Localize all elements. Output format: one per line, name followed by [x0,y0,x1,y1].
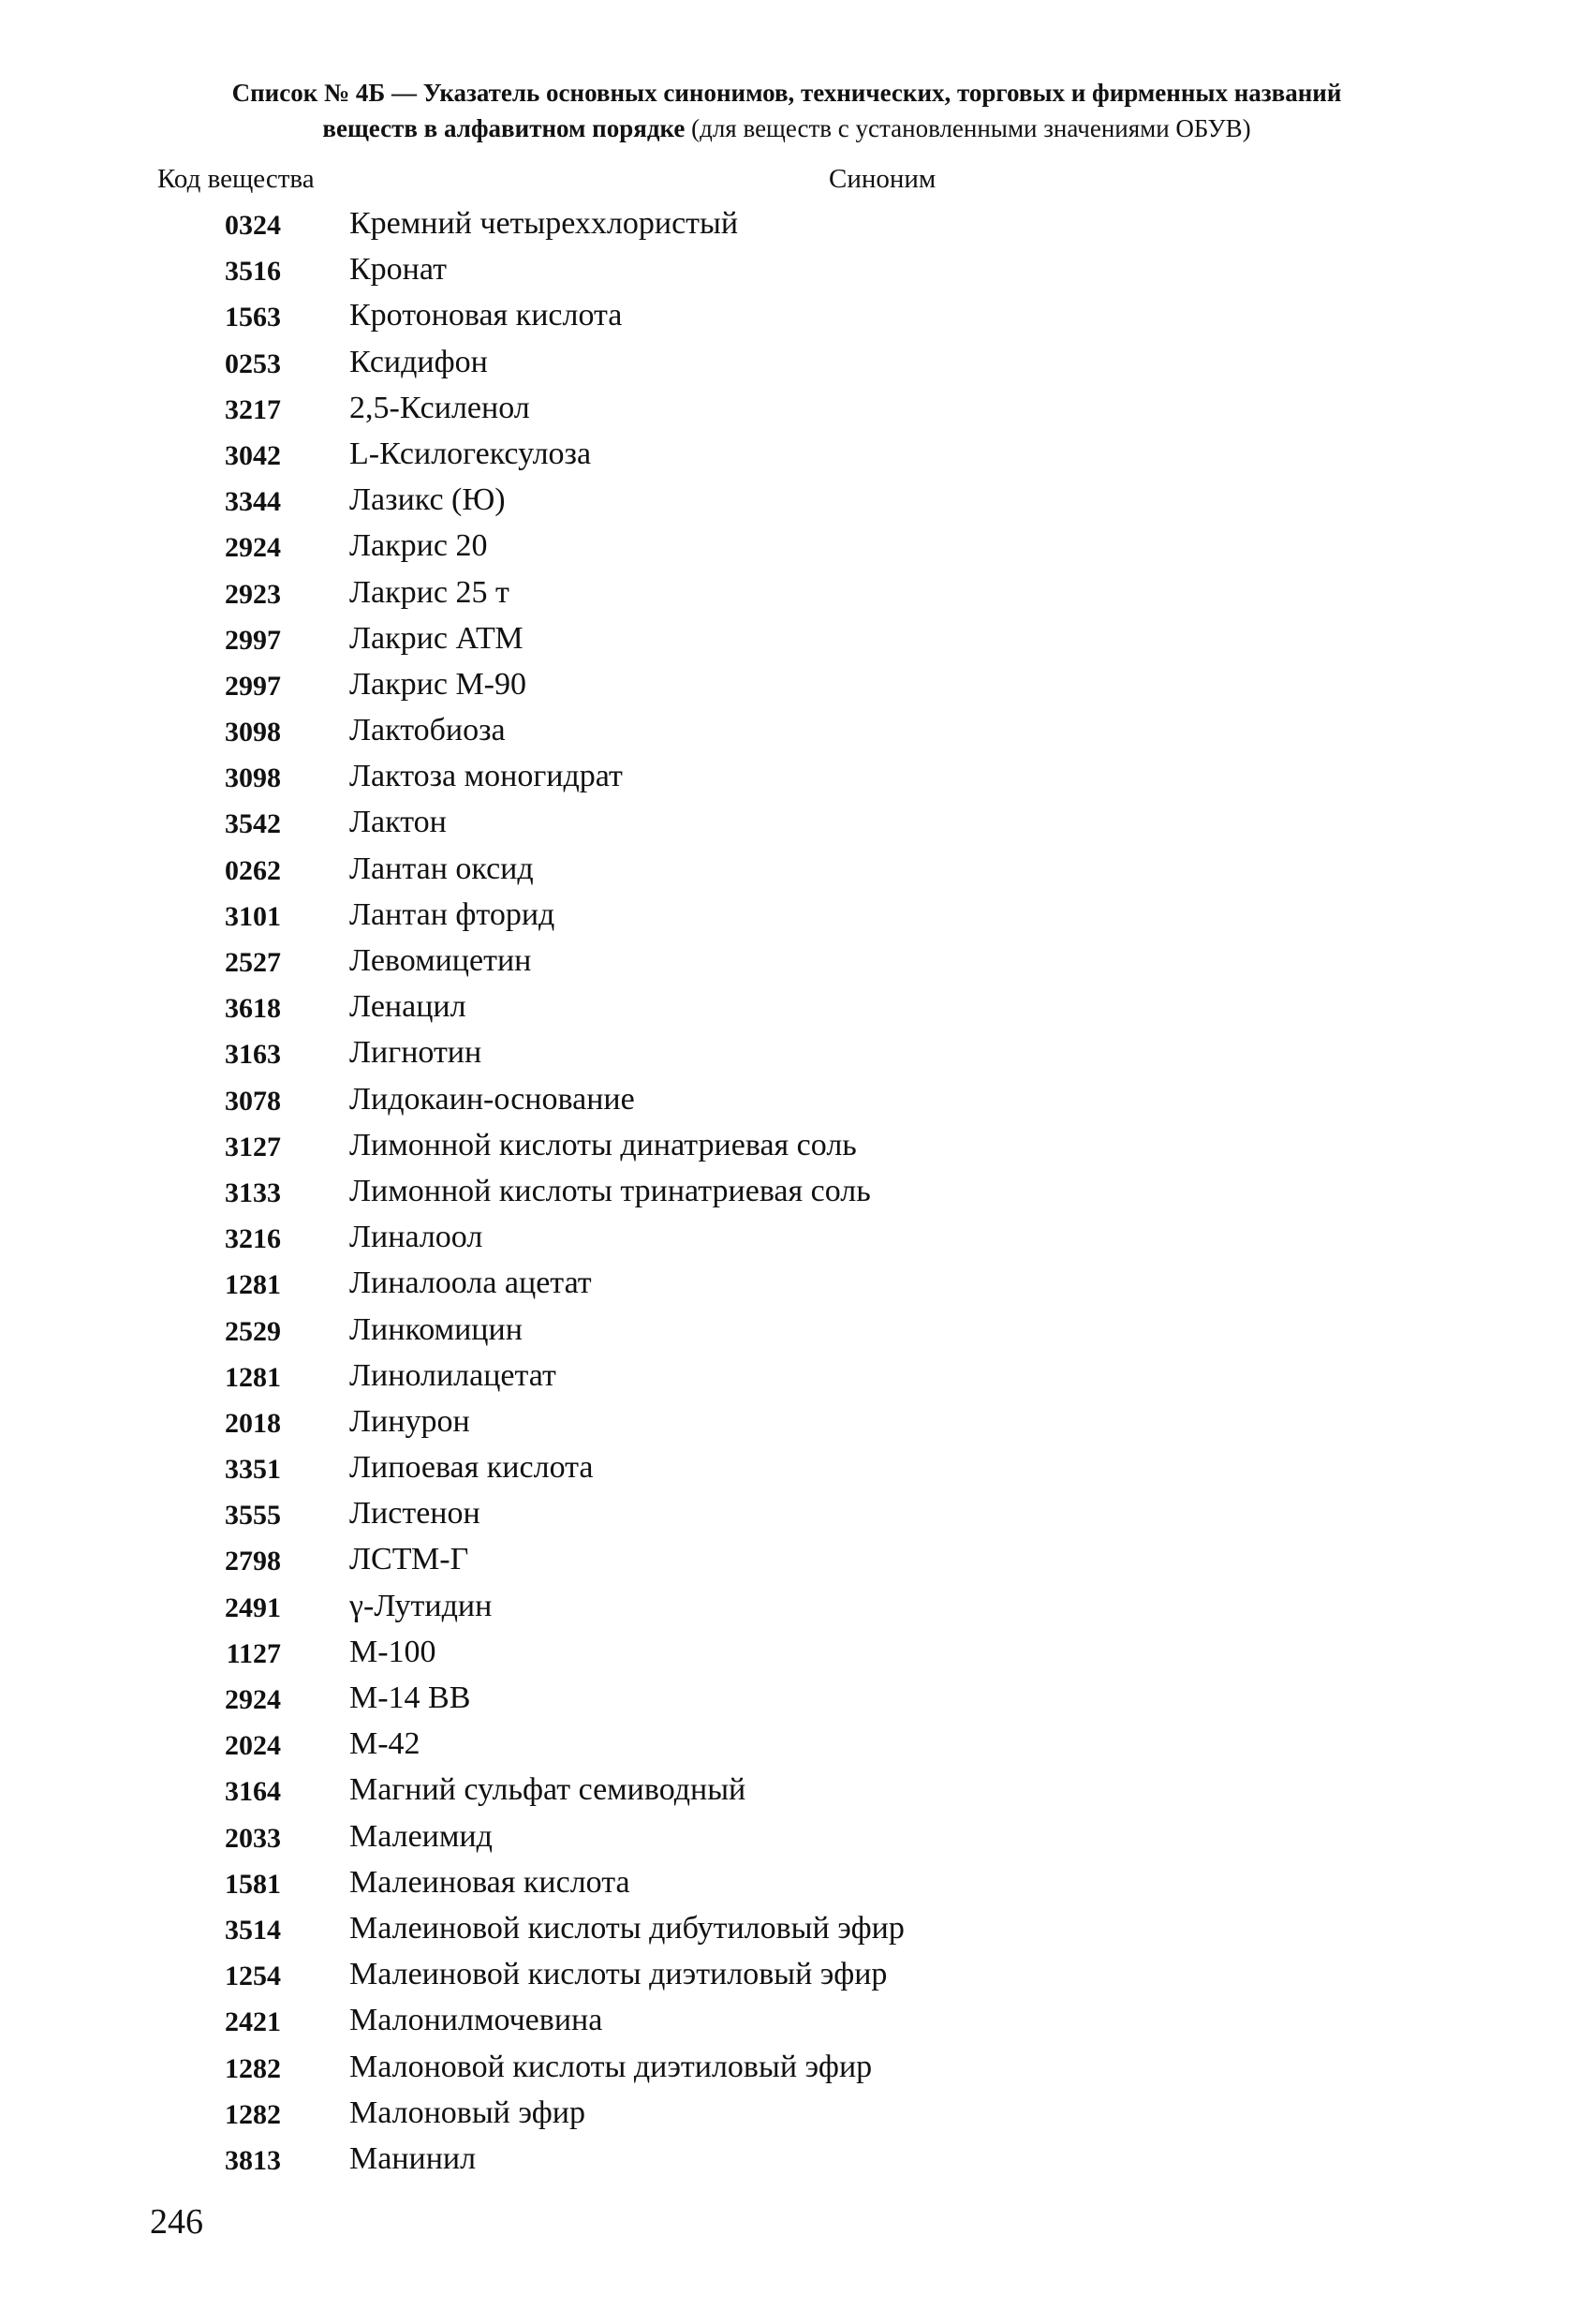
synonym-name: Левомицетин [349,943,532,978]
list-item [0,435,1593,481]
list-item [0,2001,1593,2047]
list-item [0,1679,1593,1724]
substance-code: 1127 [226,1637,281,1669]
substance-code: 3042 [225,439,281,471]
substance-code: 3516 [225,256,281,288]
substance-code: 3813 [225,2144,281,2176]
substance-code: 3101 [225,900,281,932]
list-item [0,1402,1593,1448]
synonym-name: Линурон [349,1403,470,1439]
substance-code: 0262 [225,854,281,886]
list-item [0,2139,1593,2185]
list-item [0,1172,1593,1218]
title-line-1: Список № 4Б — Указатель основных синонимов, технических, торговых и фирменных названий [231,79,1342,107]
synonym-name: Линкомицин [349,1311,523,1347]
substance-code: 3514 [225,1914,281,1946]
synonym-name: Кронат [349,252,447,288]
synonym-name: Малеиновой кислоты дибутиловый эфир [349,1910,905,1946]
list-item [0,665,1593,711]
synonym-name: Лимонной кислоты тринатриевая соль [349,1173,871,1208]
substance-code: 3078 [225,1085,281,1117]
substance-code: 0324 [225,210,281,241]
substance-code: 3217 [225,393,281,425]
synonym-name: Лактоза моногидрат [349,759,623,794]
substance-code: 2018 [225,1407,281,1439]
list-item [0,619,1593,665]
list-item [0,1724,1593,1770]
synonym-name: Лакрис 25 т [349,574,509,610]
list-item [0,896,1593,941]
substance-code: 2923 [225,578,281,610]
synonym-name: Лидокаин-основание [349,1081,635,1117]
substance-code: 3098 [225,717,281,748]
synonym-name: Кротоновая кислота [349,298,623,333]
synonym-name: Ленацил [349,989,466,1025]
substance-code: 2924 [225,1684,281,1715]
substance-code: 3542 [225,808,281,840]
list-item [0,711,1593,757]
list-item [0,803,1593,849]
synonym-name: Магний сульфат семиводный [349,1772,746,1808]
synonym-list [0,204,1593,2185]
list-item [0,1863,1593,1909]
list-item [0,987,1593,1033]
synonym-name: Лактобиоза [349,713,506,748]
synonym-name: Манинил [349,2140,477,2176]
synonym-name: Линалоола ацетат [349,1266,592,1301]
list-item [0,1218,1593,1264]
substance-code: 1282 [225,2052,281,2084]
list-item [0,1909,1593,1955]
substance-code: 3163 [225,1039,281,1071]
synonym-name: М-42 [349,1726,420,1762]
synonym-name: М-100 [349,1634,436,1669]
synonym-name: Липоевая кислота [349,1450,594,1486]
substance-code: 2527 [225,947,281,978]
synonym-name: Малонилмочевина [349,2003,603,2038]
page-number: 246 [150,2202,203,2242]
synonym-name: L-Ксилогексулоза [349,436,592,471]
synonym-name: Лимонной кислоты динатриевая соль [349,1127,857,1162]
synonym-name: Лакрис 20 [349,528,488,564]
list-item [0,204,1593,250]
list-item [0,1080,1593,1126]
list-item [0,1126,1593,1172]
title-line-2: веществ в алфавитном порядке (для веществ с установленными значениями ОБУВ) [322,114,1251,142]
substance-code: 3164 [225,1776,281,1808]
list-item [0,1448,1593,1494]
list-item [0,757,1593,803]
column-header-code: Код вещества [157,164,315,194]
synonym-name: Лантан оксид [349,851,534,886]
substance-code: 3127 [225,1131,281,1162]
list-item [0,2048,1593,2094]
synonym-name: Малеимид [349,1818,493,1854]
synonym-name: 2,5-Ксиленол [349,390,530,425]
substance-code: 2997 [225,670,281,702]
list-item [0,526,1593,572]
substance-code: 2798 [225,1546,281,1577]
synonym-name: γ-Лутидин [349,1588,493,1623]
substance-code: 2421 [225,2006,281,2038]
synonym-name: Лакрис М-90 [349,666,527,702]
list-item [0,343,1593,389]
substance-code: 3216 [225,1223,281,1255]
list-item [0,1770,1593,1816]
list-item [0,1633,1593,1679]
substance-code: 2024 [225,1730,281,1762]
substance-code: 2529 [225,1315,281,1347]
synonym-name: Лигнотин [349,1035,482,1071]
list-item [0,481,1593,526]
substance-code: 1581 [225,1868,281,1900]
column-header-synonym: Синоним [829,164,937,194]
list-item [0,389,1593,435]
list-item [0,1587,1593,1633]
synonym-name: Линолилацетат [349,1357,556,1393]
list-item [0,1264,1593,1310]
synonym-name: М-14 ВВ [349,1680,471,1715]
list-item [0,850,1593,896]
substance-code: 1254 [225,1961,281,1992]
list-item [0,1955,1593,2001]
synonym-name: Малеиновая кислота [349,1864,630,1900]
list-item [0,1033,1593,1079]
substance-code: 2033 [225,1822,281,1854]
list-item [0,2094,1593,2139]
synonym-name: Малоновый эфир [349,2095,585,2130]
synonym-name: Лантан фторид [349,896,555,932]
substance-code: 1563 [225,302,281,333]
synonym-name: ЛСТМ-Г [349,1542,469,1577]
substance-code: 0253 [225,348,281,379]
substance-code: 3133 [225,1177,281,1208]
synonym-name: Лакрис АТМ [349,620,524,656]
list-item [0,1310,1593,1356]
substance-code: 3555 [225,1500,281,1532]
synonym-name: Кремний четыреххлористый [349,206,739,241]
list-item [0,1540,1593,1586]
substance-code: 1282 [225,2098,281,2130]
synonym-name: Малеиновой кислоты диэтиловый эфир [349,1957,888,1992]
synonym-name: Лазикс (Ю) [349,482,506,518]
list-item [0,250,1593,296]
substance-code: 3618 [225,993,281,1025]
substance-code: 1281 [225,1361,281,1393]
list-item [0,941,1593,987]
substance-code: 2997 [225,624,281,656]
synonym-name: Ксидифон [349,344,488,379]
substance-code: 2924 [225,532,281,564]
synonym-name: Листенон [349,1496,480,1532]
synonym-name: Линалоол [349,1220,483,1255]
substance-code: 2491 [225,1591,281,1623]
synonym-name: Малоновой кислоты диэтиловый эфир [349,2049,873,2084]
list-item [0,573,1593,619]
page-title [140,75,1433,146]
list-item [0,1494,1593,1540]
substance-code: 3351 [225,1454,281,1486]
synonym-name: Лактон [349,805,447,840]
list-item [0,1817,1593,1863]
substance-code: 3344 [225,486,281,518]
substance-code: 3098 [225,762,281,794]
substance-code: 1281 [225,1269,281,1301]
list-item [0,1356,1593,1402]
list-item [0,296,1593,342]
